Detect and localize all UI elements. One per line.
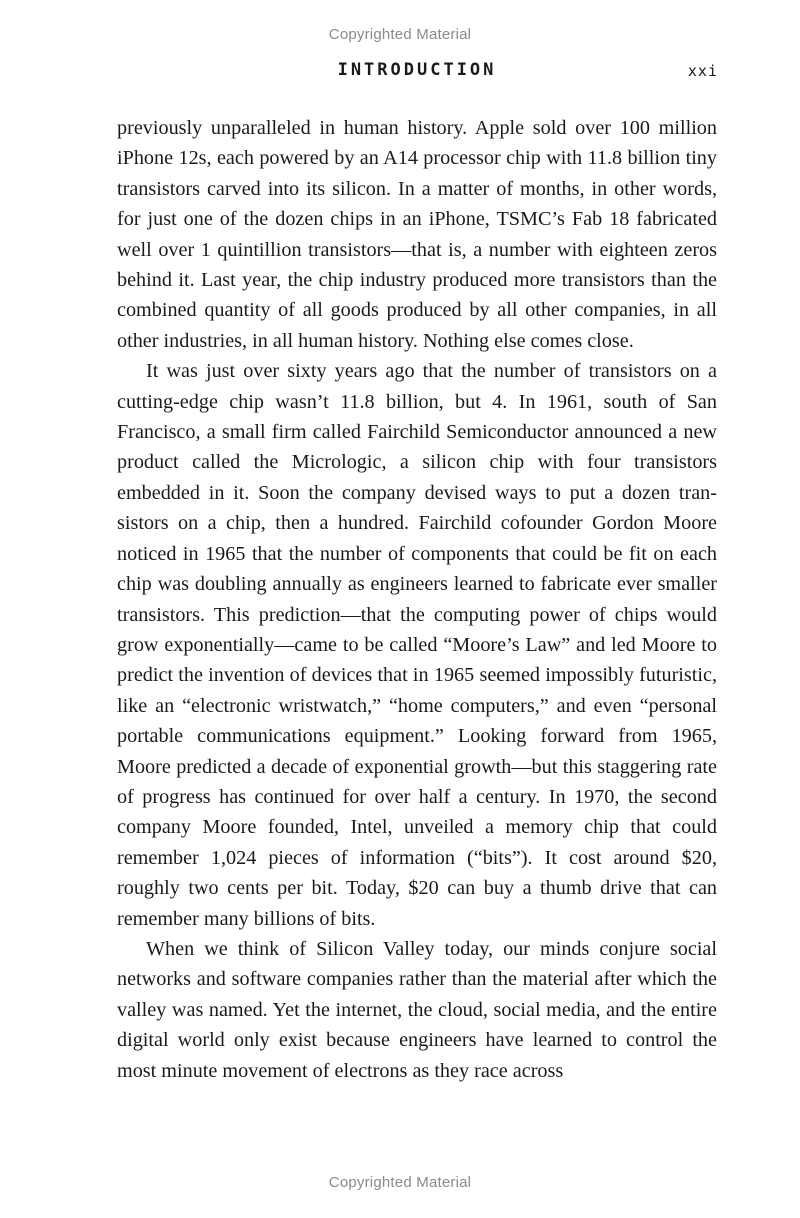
copyright-watermark-bottom: Copyrighted Material	[328, 1174, 472, 1191]
page-number: xxi	[687, 62, 718, 80]
paragraph-silicon-valley: When we think of Silicon Valley today, our minds conjure social networks and software companies rather than the material after which the valley was named. Yet the internet, the cloud, social media, and the entire digital world only exist because engineers have learned to control the most minute movement of electrons as they race across	[117, 937, 717, 1082]
running-header	[0, 60, 800, 84]
paragraph-continued: previously unparalleled in human history. Apple sold over 100 million iPhone 12s, each powered by an A14 processor chip with 11.8 billion tiny transistors carved into its silicon. In a matter of months, in other words, for just one of the dozen chips in an iPhone, TSMC’s Fab 18 fabricated well over 1 quintillion transistors—that is, a number with eighteen zeros behind it. Last year, the chip industry produced more transistors than the combined quantity of all goods produced by all other companies, in all other industries, in all human history. Nothing else comes close.	[117, 117, 717, 352]
paragraph-moores-law: It was just over sixty years ago that the number of transistors on a cutting-edge chip wasn’t 11.8 billion, but 4. In 1961, south of San Francisco, a small firm called Fairchild Semiconductor announced a new product called the Micrologic, a silicon chip with four transistors embedded in it. Soon the company devised ways to put a dozen transistors on a chip, then a hundred. Fairchild cofounder Gordon Moore noticed in 1965 that the number of components that could be fit on each chip was doubling annually as engineers learned to fabricate ever smaller transistors. This prediction—that the computing power of chips would grow exponentially—came to be called “Moore’s Law” and led Moore to predict the invention of devices that in 1965 seemed impossibly futuristic, like an “electronic wristwatch,” “home computers,” and even “personal portable communications equipment.” Looking forward from 1965, Moore predicted a decade of exponential growth—but this staggering rate of progress has continued for over half a century. In 1970, the second company Moore founded, Intel, unveiled a memory chip that could remember 1,024 pieces of information (“bits”). It cost around $20, roughly two cents per bit. Today, $20 can buy a thumb drive that can remember many billions of bits.	[117, 360, 717, 930]
copyright-watermark-top: Copyrighted Material	[328, 26, 472, 43]
body-text	[117, 113, 717, 1086]
section-title: INTRODUCTION	[337, 60, 497, 80]
